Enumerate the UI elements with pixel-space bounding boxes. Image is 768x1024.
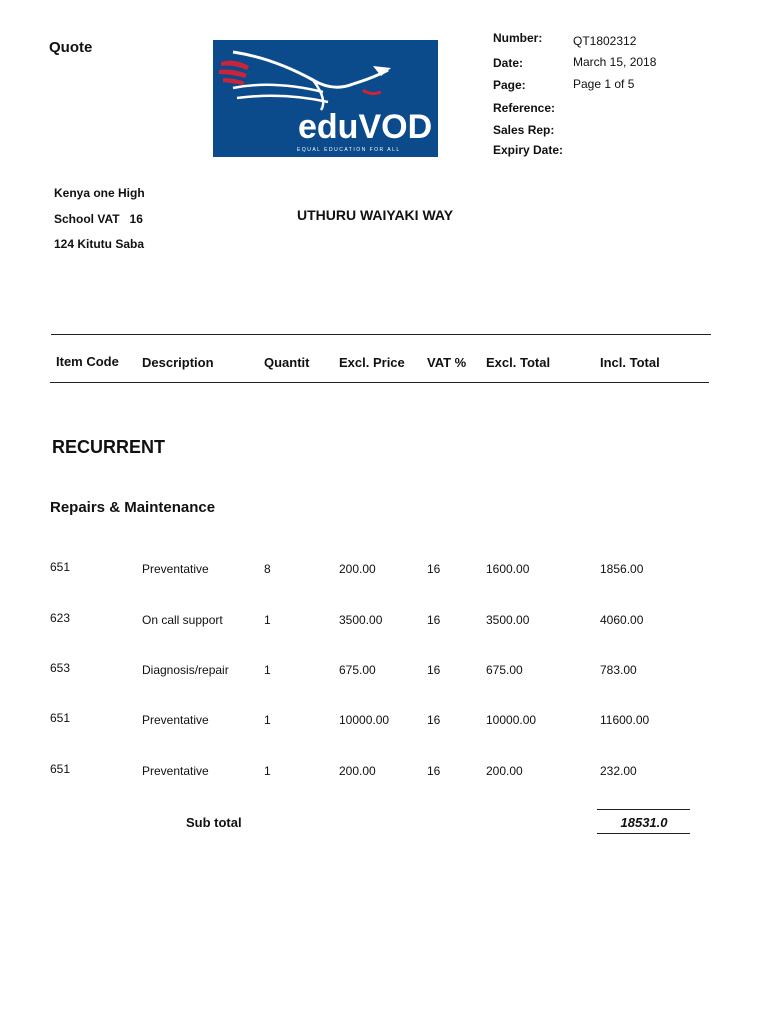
row5-description: Preventative [142, 764, 209, 778]
col-header-excl-price: Excl. Price [339, 355, 405, 370]
customer-line-2: School VAT 16 [54, 212, 143, 226]
section-heading: RECURRENT [52, 437, 166, 457]
logo-graphic [213, 40, 438, 157]
col-header-quantity: Quantit [264, 355, 310, 370]
row4-vat: 16 [427, 713, 441, 727]
row5-quantity: 1 [264, 764, 271, 778]
meta-value-page: Page 1 of 5 [573, 77, 635, 91]
col-header-excl-total: Excl. Total [486, 355, 551, 370]
col-header-vat: VAT % [427, 355, 467, 370]
row1-quantity: 8 [264, 562, 271, 576]
row1-description: Preventative [142, 562, 209, 576]
row2-item-code: 623 [50, 611, 71, 625]
row3-item-code: 653 [50, 661, 71, 675]
col-header-incl-total: Incl. Total [600, 355, 660, 370]
row1-incl-total: 1856.00 [600, 562, 644, 576]
row2-incl-total: 4060.00 [600, 613, 644, 627]
company-logo [213, 40, 438, 157]
row4-excl-price: 10000.00 [339, 713, 390, 727]
meta-value-number: QT1802312 [573, 34, 637, 48]
row4-excl-total: 10000.00 [486, 713, 537, 727]
row3-incl-total: 783.00 [600, 663, 637, 677]
meta-label-number: Number: [493, 31, 543, 45]
meta-label-reference: Reference: [493, 101, 556, 115]
subtotal-bottom-rule [597, 833, 690, 834]
col-header-item-code: Item Code [56, 354, 119, 369]
meta-label-sales-rep: Sales Rep: [493, 123, 555, 137]
row5-excl-total: 200.00 [486, 764, 523, 778]
meta-label-expiry-date: Expiry Date: [493, 143, 564, 157]
subtotal-label: Sub total [186, 815, 242, 830]
customer-line-3: 124 Kitutu Saba [54, 237, 145, 251]
row1-vat: 16 [427, 562, 441, 576]
row3-excl-price: 675.00 [339, 663, 376, 677]
row2-quantity: 1 [264, 613, 271, 627]
row3-quantity: 1 [264, 663, 271, 677]
meta-value-date: March 15, 2018 [573, 55, 657, 69]
row4-quantity: 1 [264, 713, 271, 727]
row1-item-code: 651 [50, 560, 71, 574]
row5-incl-total: 232.00 [600, 764, 637, 778]
row1-excl-price: 200.00 [339, 562, 376, 576]
meta-label-date: Date: [493, 56, 524, 70]
row2-vat: 16 [427, 613, 441, 627]
subtotal-value: 18531.0 [620, 815, 668, 830]
row4-item-code: 651 [50, 711, 71, 725]
logo-tagline: EQUAL EDUCATION FOR ALL [297, 147, 401, 153]
row3-vat: 16 [427, 663, 441, 677]
row2-description: On call support [142, 613, 223, 627]
document-title: Quote [49, 39, 93, 56]
row3-description: Diagnosis/repair [142, 663, 229, 677]
row5-item-code: 651 [50, 762, 71, 776]
col-header-description: Description [142, 355, 214, 370]
row2-excl-price: 3500.00 [339, 613, 383, 627]
meta-label-page: Page: [493, 78, 526, 92]
row2-excl-total: 3500.00 [486, 613, 530, 627]
row4-incl-total: 11600.00 [600, 713, 650, 727]
table-header-bottom-rule [50, 382, 709, 383]
subsection-heading: Repairs & Maintenance [50, 499, 216, 516]
customer-line-1: Kenya one High [54, 186, 145, 200]
row5-excl-price: 200.00 [339, 764, 376, 778]
table-header-top-rule [51, 334, 711, 335]
row5-vat: 16 [427, 764, 441, 778]
row4-description: Preventative [142, 713, 209, 727]
customer-address: UTHURU WAIYAKI WAY [296, 207, 454, 223]
logo-brand-text: eduVOD [298, 108, 433, 146]
row1-excl-total: 1600.00 [486, 562, 530, 576]
subtotal-top-rule [597, 809, 690, 810]
row3-excl-total: 675.00 [486, 663, 523, 677]
